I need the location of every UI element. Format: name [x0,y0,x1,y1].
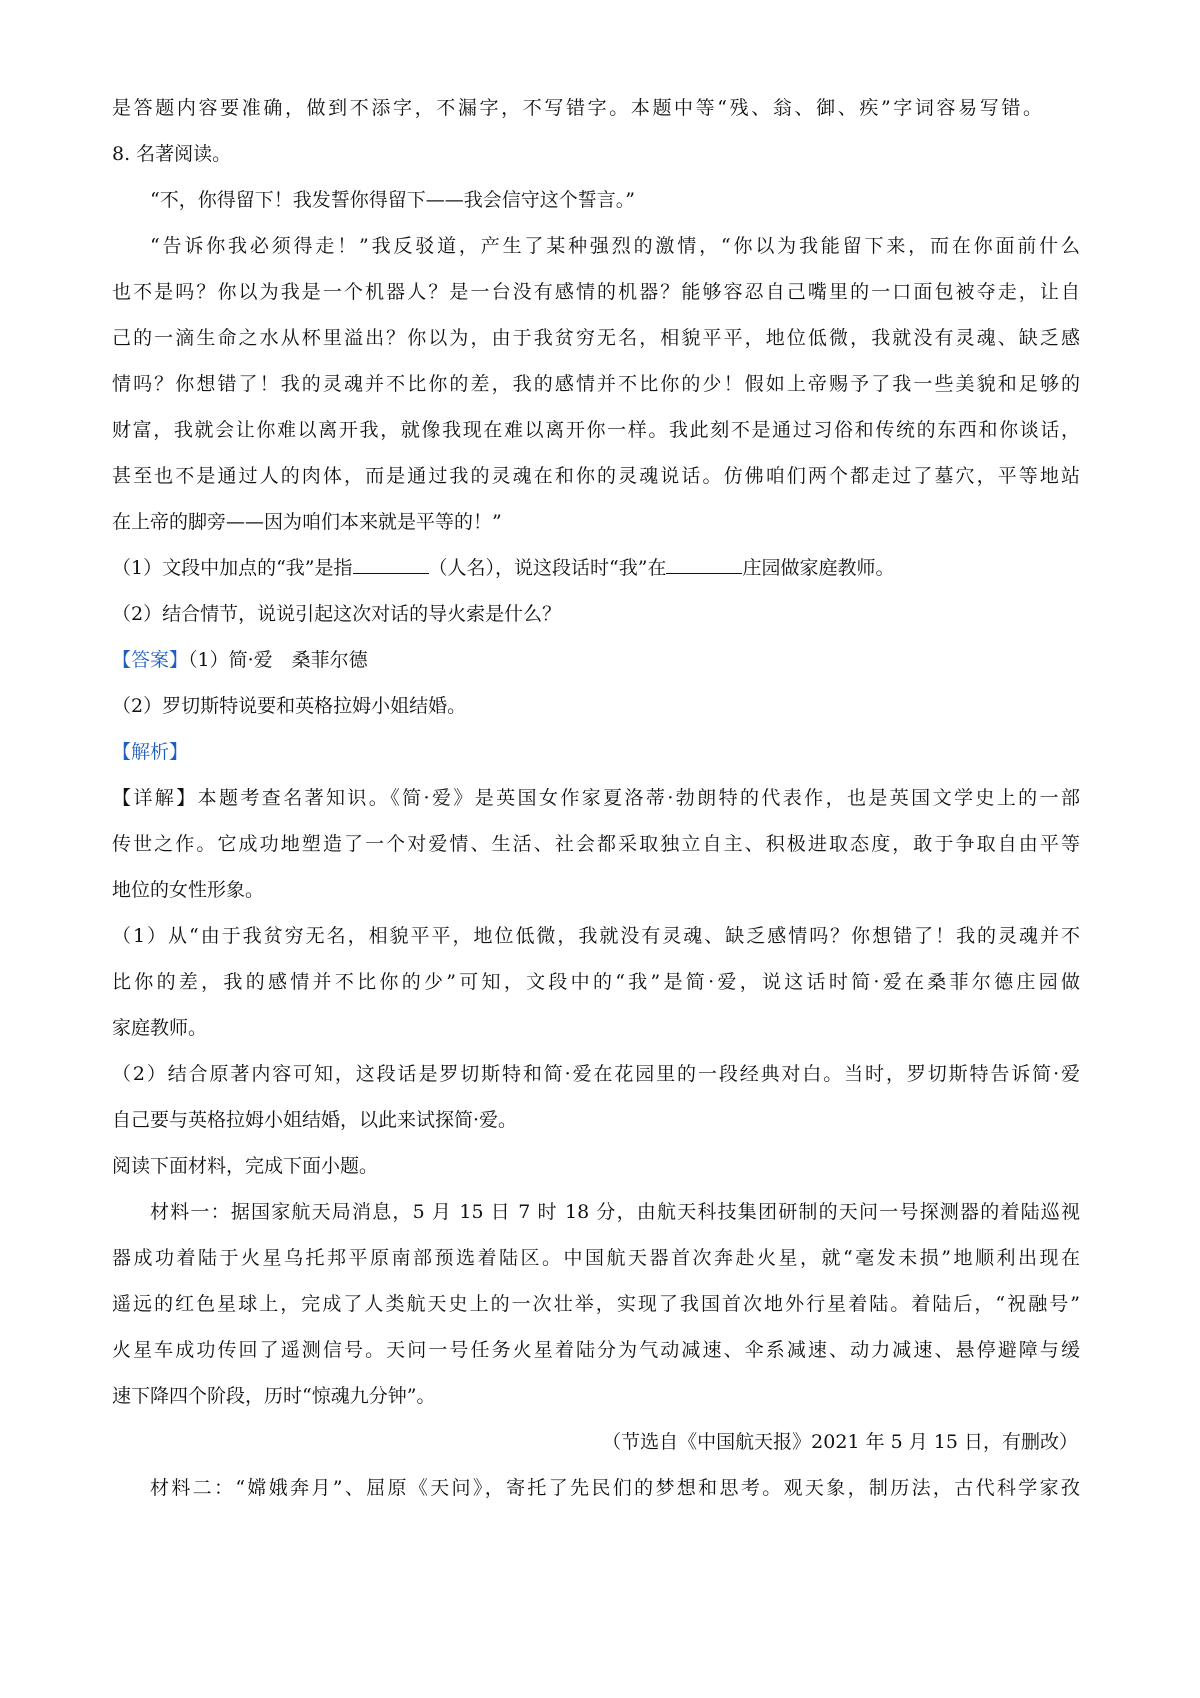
answer-text: （1）简·爱 桑菲尔德 [188,649,368,671]
text-line: 也不是吗？你以为我是一个机器人？是一台没有感情的机器？能够容忍自己嘴里的一口面包被夺走，让自 [112,281,1080,303]
text-line: 遥远的红色星球上，完成了人类航天史上的一次壮举，实现了我国首次地外行星着陆。着陆后，“祝融号” [112,1293,1080,1315]
text-line: “告诉你我必须得走！”我反驳道，产生了某种强烈的激情，“你以为我能留下来，而在你面前什么 [150,235,1080,257]
text-line: 速下降四个阶段，历时“惊魂九分钟”。 [112,1385,436,1407]
text-line: 传世之作。它成功地塑造了一个对爱情、生活、社会都采取独立自主、积极进取态度，敢于争取自由平等 [112,833,1080,855]
text-line: 情吗？你想错了！我的灵魂并不比你的差，我的感情并不比你的少！假如上帝赐予了我一些美貌和足够的 [112,373,1080,395]
text-line: （2）结合原著内容可知，这段话是罗切斯特和简·爱在花园里的一段经典对白。当时，罗切斯特告诉简·爱 [112,1063,1080,1085]
text-line: 是答题内容要准确，做到不添字，不漏字，不写错字。本题中等“残、翁、御、疾”字词容易写错。 [112,97,1042,119]
question-line: （2）结合情节，说说引起这次对话的导火索是什么？ [112,603,562,625]
text-line: 材料一：据国家航天局消息，5 月 15 日 7 时 18 分，由航天科技集团研制的天问一号探测器的着陆巡视 [150,1201,1080,1223]
question-heading: 8. 名著阅读。 [112,143,232,165]
text-line: 甚至也不是通过人的肉体，而是通过我的灵魂在和你的灵魂说话。仿佛咱们两个都走过了墓穴，平等地站 [112,465,1080,487]
text-line: “不，你得留下！我发誓你得留下——我会信守这个誓言。” [150,189,635,211]
text-line: 家庭教师。 [112,1017,208,1039]
answer-line [112,646,368,674]
text-line: 【详解】本题考查名著知识。《简·爱》是英国女作家夏洛蒂·勃朗特的代表作，也是英国文学史上的一部 [112,787,1080,809]
text-line: 自己要与英格拉姆小姐结婚，以此来试探简·爱。 [112,1109,518,1131]
answer-line: （2）罗切斯特说要和英格拉姆小姐结婚。 [112,695,467,717]
text-line: 火星车成功传回了遥测信号。天问一号任务火星着陆分为气动减速、伞系减速、动力减速、悬停避障与缓 [112,1339,1080,1361]
text-line: 器成功着陆于火星乌托邦平原南部预选着陆区。中国航天器首次奔赴火星，就“毫发未损”地顺利出现在 [112,1247,1080,1269]
section-instruction: 阅读下面材料，完成下面小题。 [112,1155,379,1177]
text-line: 地位的女性形象。 [112,879,265,901]
question-line [112,554,894,582]
text-line: 比你的差，我的感情并不比你的少”可知，文段中的“我”是简·爱，说这话时简·爱在桑菲尔德庄园做 [112,971,1080,993]
text-line: 材料二：“嫦娥奔月”、屈原《天问》，寄托了先民们的梦想和思考。观天象，制历法，古代科学家孜 [150,1477,1080,1499]
text-line: （1）从“由于我贫穷无名，相貌平平，地位低微，我就没有灵魂、缺乏感情吗？你想错了！我的灵魂并不 [112,925,1080,947]
text-line: 己的一滴生命之水从杯里溢出？你以为，由于我贫穷无名，相貌平平，地位低微，我就没有灵魂、缺乏感 [112,327,1080,349]
answer-blank [353,555,429,574]
source-citation: （节选自《中国航天报》2021 年 5 月 15 日，有删改） [602,1431,1078,1453]
answer-label: 【答案】 [112,649,189,671]
analysis-label: 【解析】 [112,741,189,763]
question-text: （人名），说这段话时“我”在 [428,557,667,579]
question-text: （1）文段中加点的“我”是指 [112,557,353,579]
question-text: 庄园做家庭教师。 [742,557,895,579]
text-line: 财富，我就会让你难以离开我，就像我现在难以离开你一样。我此刻不是通过习俗和传统的东西和你谈话， [112,419,1080,441]
text-line: 在上帝的脚旁——因为咱们本来就是平等的！” [112,511,502,533]
answer-blank [666,555,742,574]
